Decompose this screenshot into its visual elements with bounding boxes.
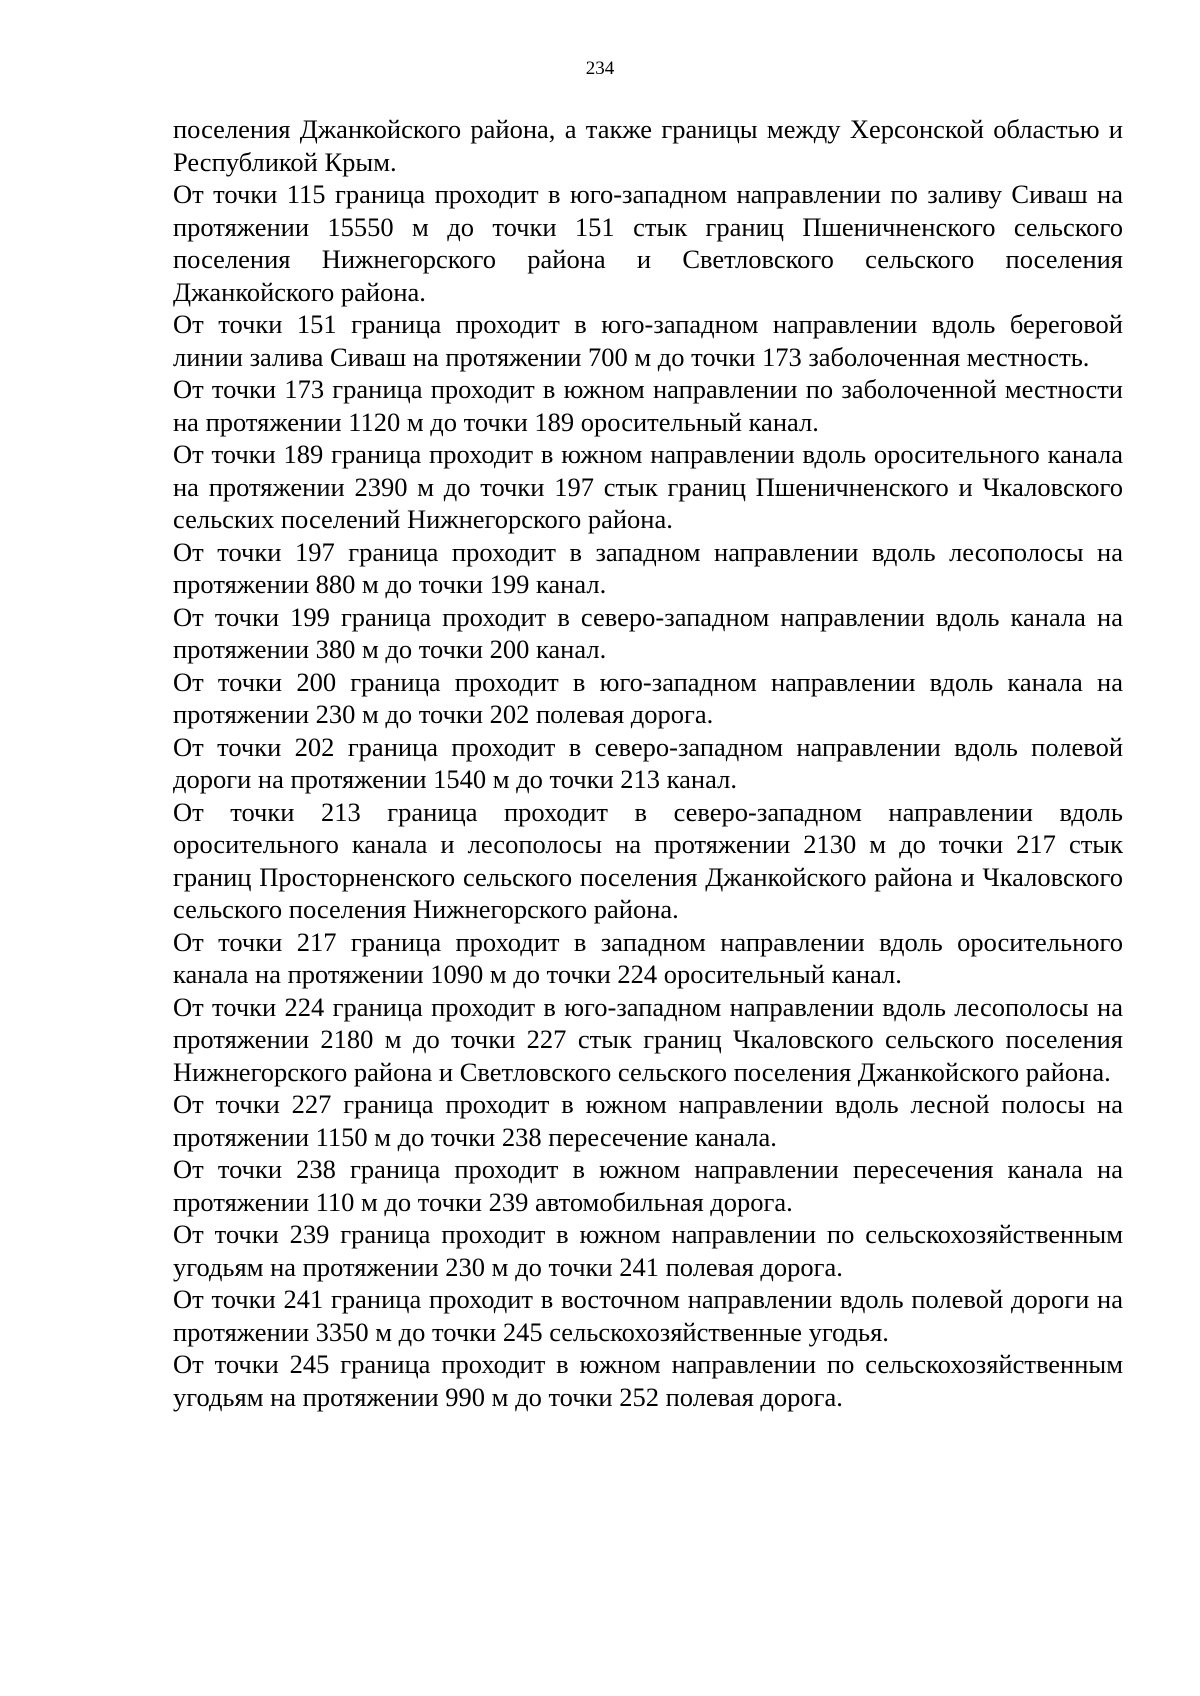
paragraph: От точки 200 граница проходит в юго-западном направлении вдоль канала на протяжении 230 м до точки 202 полевая дорога. — [173, 666, 1123, 729]
paragraph: От точки 227 граница проходит в южном направлении вдоль лесной полосы на протяжении 1150 м до точки 238 пересечение канала. — [173, 1089, 1123, 1152]
paragraph: От точки 199 граница проходит в северо-западном направлении вдоль канала на протяжении 380 м до точки 200 канал. — [173, 601, 1123, 664]
paragraph: От точки 213 граница проходит в северо-западном направлении вдоль оросительного канала и лесополосы на протяжении 2130 м до точки 217 стык границ Просторненского сельского поселения Джанкойского района и Чкаловского сельского поселения Нижнегорского района. — [173, 796, 1123, 924]
paragraph: От точки 202 граница проходит в северо-западном направлении вдоль полевой дороги на протяжении 1540 м до точки 213 канал. — [173, 731, 1123, 794]
document-body — [173, 113, 1123, 1413]
paragraph: От точки 238 граница проходит в южном направлении пересечения канала на протяжении 110 м до точки 239 автомобильная дорога. — [173, 1154, 1123, 1217]
paragraph: От точки 224 граница проходит в юго-западном направлении вдоль лесополосы на протяжении 2180 м до точки 227 стык границ Чкаловского сельского поселения Нижнегорского района и Светловского сельского поселения Джанкойского района. — [173, 991, 1123, 1087]
paragraph: От точки 241 граница проходит в восточном направлении вдоль полевой дороги на протяжении 3350 м до точки 245 сельскохозяйственные угодья. — [173, 1284, 1123, 1347]
paragraph: От точки 173 граница проходит в южном направлении по заболоченной местности на протяжении 1120 м до точки 189 оросительный канал. — [173, 374, 1123, 437]
paragraph: От точки 151 граница проходит в юго-западном направлении вдоль береговой линии залива Сиваш на протяжении 700 м до точки 173 заболоченная местность. — [173, 309, 1123, 372]
paragraph: От точки 189 граница проходит в южном направлении вдоль оросительного канала на протяжении 2390 м до точки 197 стык границ Пшеничненского и Чкаловского сельских поселений Нижнегорского района. — [173, 439, 1123, 534]
paragraph: От точки 197 граница проходит в западном направлении вдоль лесополосы на протяжении 880 м до точки 199 канал. — [173, 536, 1123, 599]
paragraph: От точки 245 граница проходит в южном направлении по сельскохозяйственным угодьям на протяжении 990 м до точки 252 полевая дорога. — [173, 1349, 1123, 1412]
paragraph: поселения Джанкойского района, а также границы между Херсонской областью и Республикой Крым. — [173, 114, 1123, 177]
paragraph: От точки 115 граница проходит в юго-западном направлении по заливу Сиваш на протяжении 15550 м до точки 151 стык границ Пшеничненского сельского поселения Нижнегорского района и Светловского сельского поселения Джанкойского района. — [173, 179, 1123, 307]
page-number: 234 — [585, 58, 615, 79]
paragraph: От точки 217 граница проходит в западном направлении вдоль оросительного канала на протяжении 1090 м до точки 224 оросительный канал. — [173, 926, 1123, 989]
paragraph: От точки 239 граница проходит в южном направлении по сельскохозяйственным угодьям на протяжении 230 м до точки 241 полевая дорога. — [173, 1219, 1123, 1282]
